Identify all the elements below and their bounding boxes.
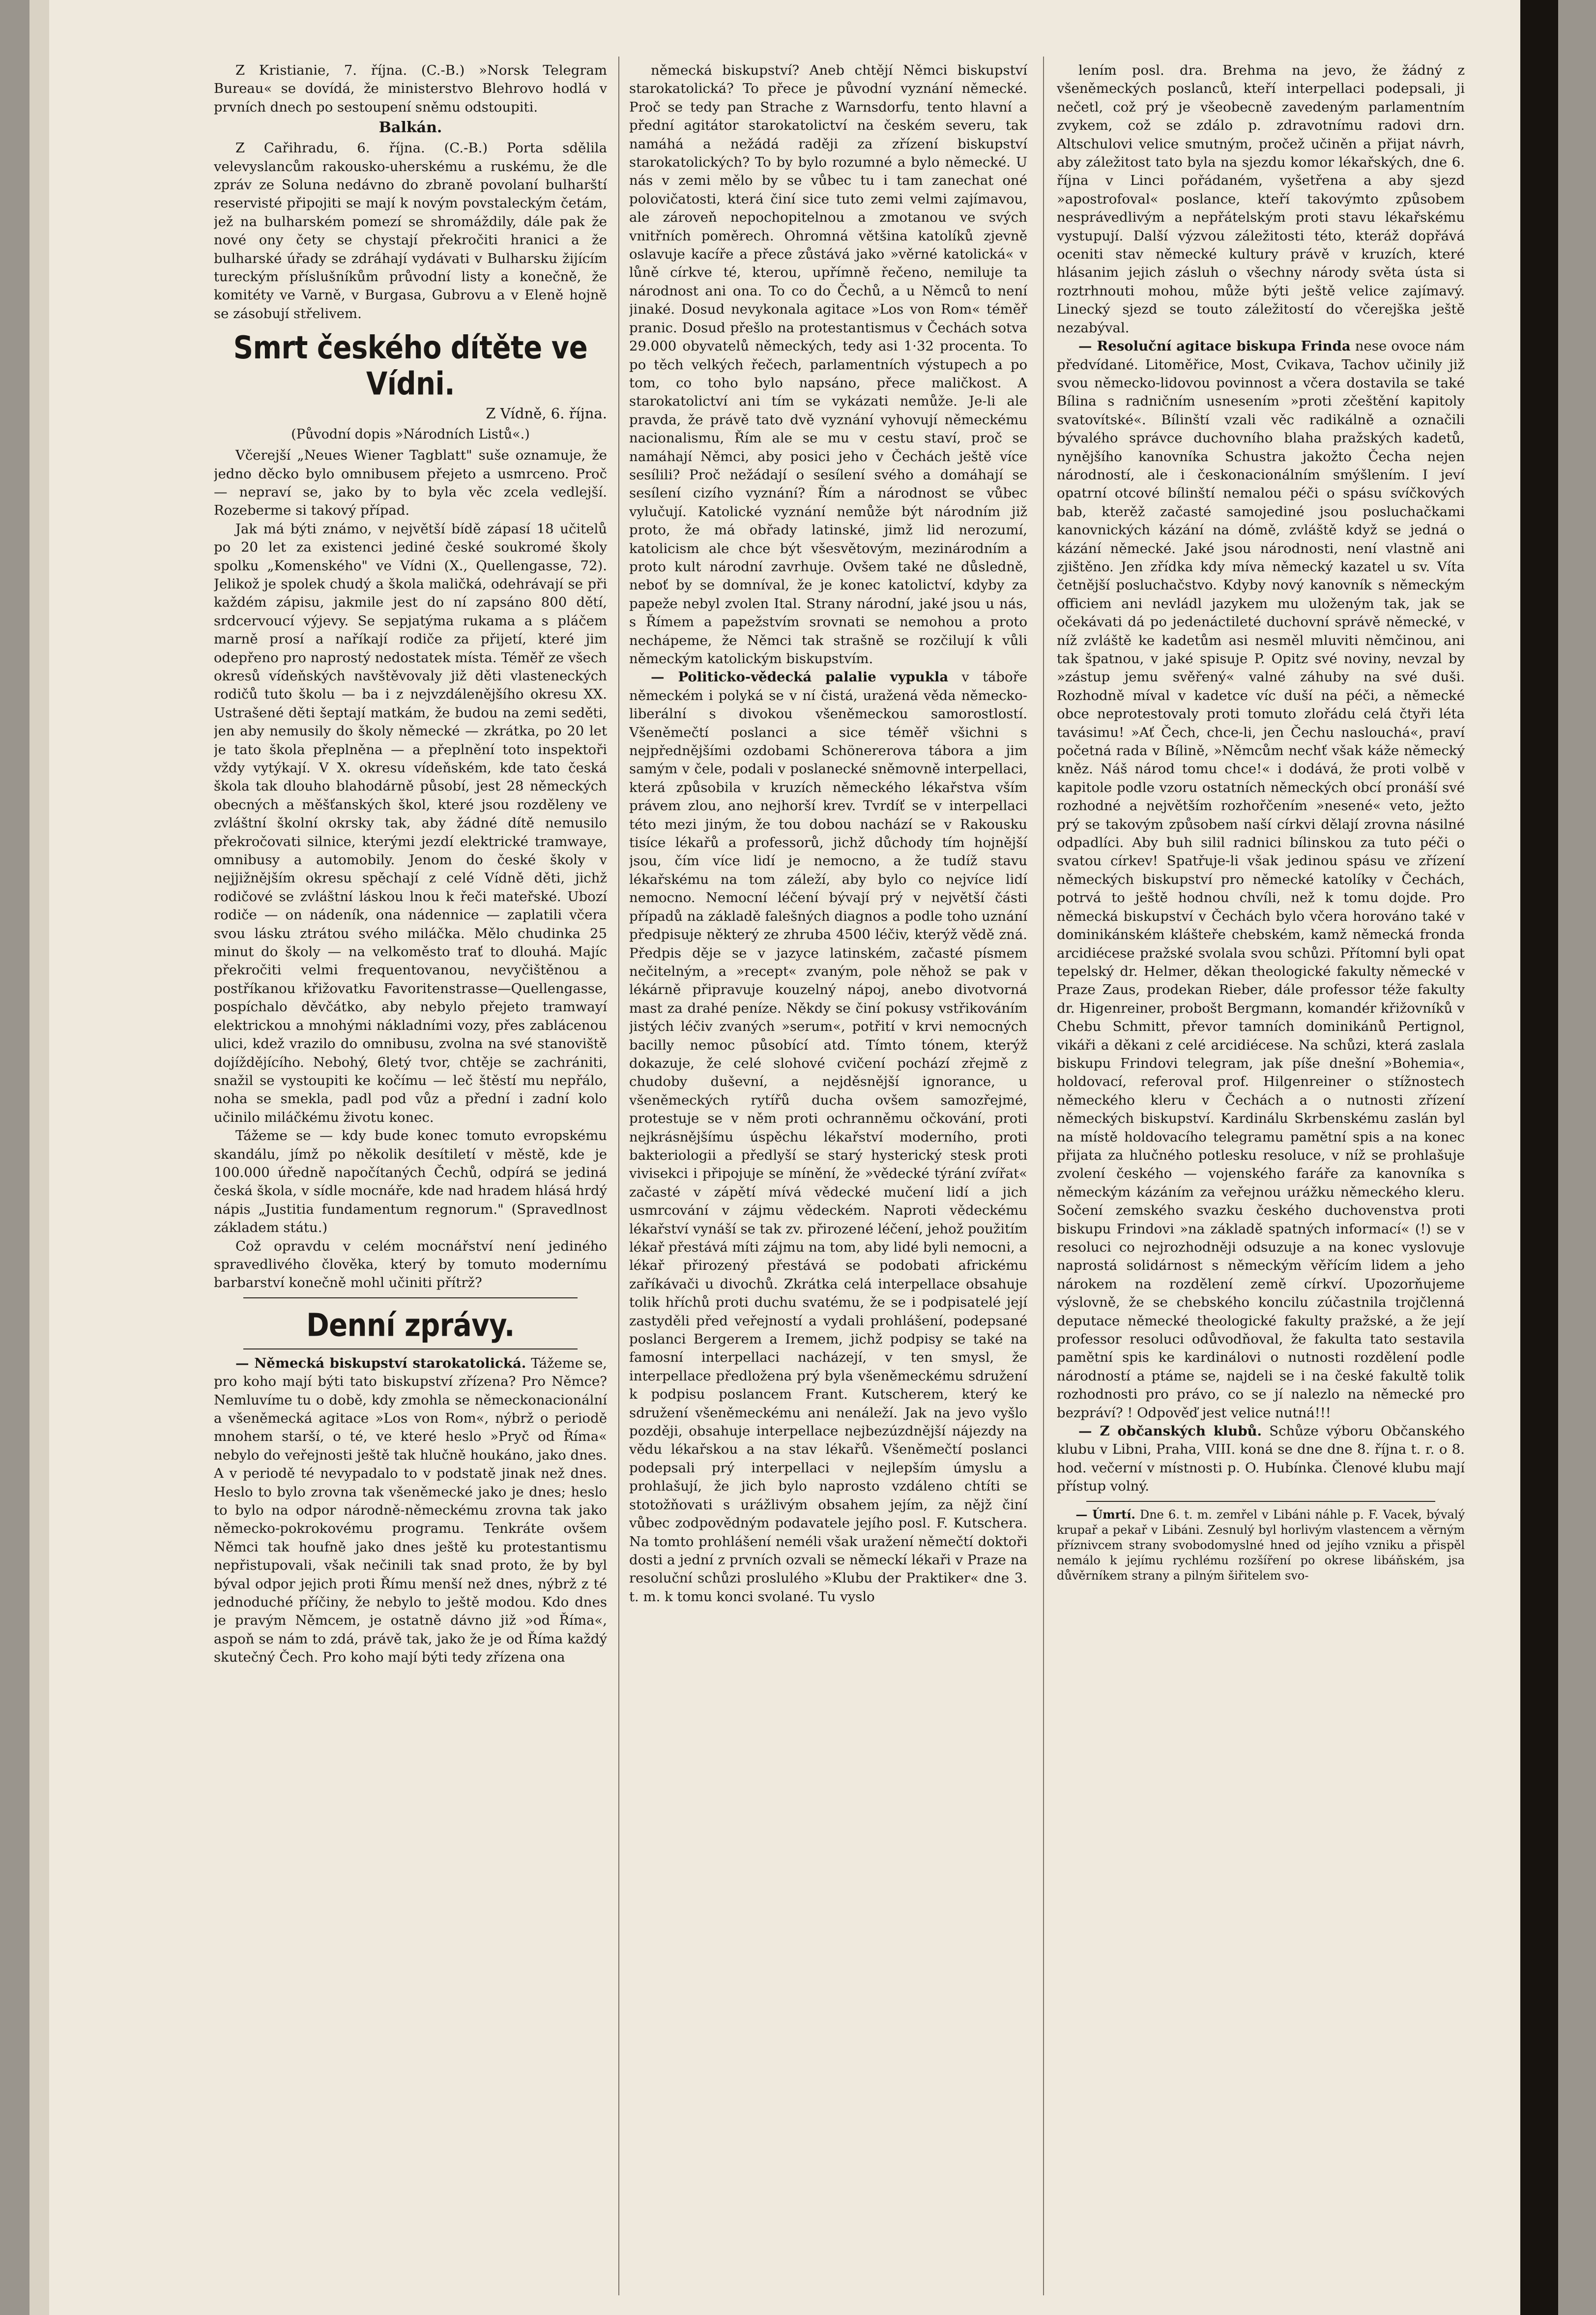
news-item-body: v táboře německém i polyká se v ní čistá, uražená věda německo-liberální s divokou všeněmeckou samorostlostí. Všeněmečtí poslanci a sice téměř všichni s nejpřednějšími ozdobami Schönererova tábora a jim samým v čele, podali v poslanecké sněmovně interpellaci, která způsobila v kruzích německého lékařstva vším právem zlou, ano nejhorší krev. Tvrdíť se v interpellaci této mezi jiným, že tou dobou nachází se v Rakousku tisíce lékařů a professorů, jichž důchody tím hojnější jsou, čím více lidí je nemocno, a že tudíž stavu lékařskému na tom záleží, aby bylo co nejvíce lidí nemocno. Nemocní léčení bývají prý v největší části případů na základě falešných diagnos a podle toho uznání předpisuje některý ze zhruba 4500 léčiv, kterýž vědě zná. Předpis děje se v jazyce latinském, začasté písmem nečitelným, a »recept« zvaným, pole něhož se pak v lékárně připravuje kouzelný nápoj, anebo divotvorná mast za drahé peníze. Někdy se činí pokusy vstřikováním jistých léčiv zvaných »serum«, potřití v krvi nemocných bacilly nemoc působící atd. Tímto tónem, kterýž dokazuje, že celé slohové cvičení pochází zřejmě z chudoby duševní, a nejděsnější ignorance, u všeněmeckých rytířů ducha ovšem samozřejmé, protestuje se v něm proti ochranněmu očkování, proti nejkrásnějšímu úspěchu lékařství moderního, proti bakteriologii a předlyší se starý hysterický stesk proti vivisekci i připojuje se mínění, že »vědecké týrání zvířat« začasté v zápětí mívá vědecké mučení lidí a jich usmrcování v zájmu vědeckém. Naproti vědeckému lékařství vynáší se tak zv. přirozené léčení, jehož použitím lékař přestává míti zájmu na tom, aby lidé byli nemocni, a lékař přirozený přestává se podobati africkému zaříkávači u divochů. Zkrátka celá interpellace obsahuje tolik hříchů proti duchu svatému, že se i podpisatelé její zastyděli před veřejností a vydali prohlášení, podepsané poslanci Bergerem a Iremem, jichž podpisy se také na famosní interpellaci nacházejí, v ten smysl, že interpellace předložena prý byla všeněmeckému sdružení k podpisu poslancem Frant. Kutscherem, který ke sdružení všeněmeckému ani nenáleží. Jak na jevo vyšlo později, obsahuje interpellace nejbezúzdnější nájezdy na vědu lékařskou a na stav lékařů. Všeněmečtí poslanci podepsali prý interpellaci v nejlepším úmyslu a prohlašují, že jich bylo naprosto vzdáleno chtíti se stotožňovati s urážlivým obsahem jejím, za nějž činí vůbec zodpovědným podavatele jejího posl. F. Kutschera. Na tomto prohlášení neméli však uražení němečtí doktoři dosti a jední z prvních ozvali se německí lékaři v Praze na resoluční schůzi proslulého »Klubu der Praktiker« dne 3. t. m. k tomu konci svolané. Tu vyslo [629, 669, 1027, 1605]
news-item-body: nese ovoce nám předvídané. Litoměřice, Most, Cvikava, Tachov učinily již svou německo-lidovou povinnost a včera dostavila se také Bílina s radničním usnesením »proti zčeštění kapitoly svatovítské«. Bílinští vzali věc radikálně a označili bývalého správce duchovního blaha pražských kadetů, nynějšího kanovníka Schustra jakožto Čecha nejen národností, ale i českonacionálním smýšlením. I jeví opatrní otcové bílinští nemalou péči o spásu svíčkových bab, kterěž začasté samojediné jsou posluchačkami kanovnických kázání na dómě, zvláště když se jedná o kázání německé. Jaké jsou národnosti, není vlastně ani zjištěno. Jen zřídka kdy míva německý kazatel u sv. Víta četnější posluchačstvo. Kdyby nový kanovník s německým officiem ani nevládl jazykem mu uloženým tak, jak se očekávati dá po jedenáctileté duchovní správě německé, v níž zvláště ke kadetům asi nesměl mluviti němčinou, ani tak špatnou, v jaké spisuje P. Opitz své noviny, nevzal by »zástup jemu svěřený« valné záhuby na své duši. Rozhodně míval v kadetce víc duší na péči, a německé obce neprotestovaly proti tomuto zlořádu celá čtyři léta tavásimu! »Ať Čech, chce-li, jen Čechu naslouchá«, praví početná rada v Bílině, »Němcům nechť však káže německý kněz. Náš národ tomu chce!« i dodává, že proti volbě v kapitole podle vzoru ostatních německých obcí pronáší své rozhodné a největším rozhořčením »nesené« veto, ježto prý se takovým způsobem naší církvi dělají zrovna násilné odpadlíci. Aby buh silil radnici bílinskou za tuto péči o svatou církev! Spatřuje-li však jedinou spásu ve zřízení německých biskupství pro německé katolíky v Čechách, potrvá to ještě hodnou chvíli, než k tomu dojde. Pro německá biskupství v Čechách bylo včera horováno také v dominikánském klášteře chebském, kamž německá fronda arcidiécese pražské svolala svou schůzi. Přítomní byli opat tepelský dr. Helmer, děkan theologické fakulty německé v Praze Zaus, prodekan Rieber, dále professor téže fakulty dr. Higenreiner, probošt Bergmann, komandér křižovníků v Chebu Schmitt, převor tamních dominikánů Pertignol, vikáři a děkani z celé arcidiécese. Na schůzi, která zaslala biskupu Frindovi telegram, jak píše dnešní »Bohemia«, holdovací, referoval prof. Hilgenreiner o stížnostech německého kleru v Čechách a o nutnosti zřízení německých biskupství. Kardinálu Skrbenskému zaslán byl na místě holdovacího telegramu pamětní spis a na konec přijata za hlučného potlesku resoluce, v níž se prohlašuje zvolení českého — vojenského faráře za kanovníka s německým kázáním za veřejnou urážku německého kleru. Sočení zemského svazku českého duchovenstva proti biskupu Frindovi »na základě spatných informací« (!) se v resoluci co nejrozhodněji odsuzuje a na konec vyslovuje naprostá solidárnost s německým věřícím lidem a jeho nárokem na rozdělení země církví. Upozorňujeme výslovně, že se chebského koncilu zúčastnila trojčlenná deputace německé theologické fakulty pražské, a že její professor resoluci odůvodňoval, že fakulta tato sestavila pamětní spis ke kardinálovi o nutnosti rozdělení podle národností a ptáme se, najdeli se i na české fakultě tolik rozhodnosti pro právo, co se jí nalezlo na německé pro bezpráví? ! Odpověď jest velice nutná!!! [1057, 338, 1465, 1421]
news-item [1057, 1422, 1465, 1496]
news-item-lead: — Německá biskupství starokatolická. [235, 1355, 526, 1371]
article-paragraph: Jak má býti známo, v největší bídě zápasí 18 učitelů po 20 let za existenci jediné české soukromé školy spolku „Komenského" ve Vídni (X., Quellengasse, 72). Jelikož je spolek chudý a škola maličká, odehrávají se při každém zápisu, jakmile jest do ní zapsáno 800 dětí, srdcervoucí výjevy. Se sepjatýma rukama a s pláčem marně prosí a naříkají rodiče za přijetí, které jim odepřeno pro naprostý nedostatek místa. Téměř ze všech okresů vídeňských navštěvovaly již děti vlasteneckých rodičů tuto školu — ba i z nejvzdálenějšího okresu XX. Ustrašené děti šeptají matkám, že budou na zemi seděti, jen aby nemusily do školy německé — zkrátka, po 20 let je tato škola přeplněna — a přeplnění toto inspektoři vždy vytýkají. V X. okresu vídeňském, kde tato česká škola tak dlouho blahodárně působí, jest 28 německých obecných a měšťanských škol, které jsou rozděleny ve zvláštní školní okrsky tak, aby žádné dítě nemusilo překročovati silnice, kterými jezdí elektrické tramwaye, omnibusy a automobily. Jenom do české školy v nejjižnějším okresu spěchají z celé Vídně děti, jichž rodičové se zvláštní láskou lnou k řeči mateřské. Ubozí rodiče — on nádeník, ona nádennice — zaplatili včera svou lásku ztrátou svého miláčka. Mělo chudinka 25 minut do školy — na velkoměsto trať to dlouhá. Majíc překročiti velmi frequentovanou, nevyčištěnou a postříkanou křižovatku Favoritenstrasse—Quellengasse, pospíchalo děvčátko, aby nebylo přejeto tramwayí elektrickou a mnohými nákladními vozy, přes zablácenou ulici, kdež vrazilo do omnibusu, zvolna na své stanoviště dojíždějícího. Nebohý, 6letý tvor, chtěje se zachrániti, snažil se vystoupiti ke kočímu — leč štěstí mu nepřálo, noha se smekla, padl pod vůz a přední i zadní kolo učinilo miláčkému životu konec. [214, 521, 607, 1125]
news-item [214, 1354, 607, 1667]
paragraph-kristiania: Z Kristianie, 7. října. (C.-B.) »Norsk Telegram Bureau« se dovídá, že ministerstvo Blehrovo hodlá v prvních dnech po sestoupení sněmu odstoupiti. [214, 62, 607, 115]
source-note: (Původní dopis »Národních Listů«.) [291, 426, 530, 442]
article-paragraph: německá biskupství? Aneb chtějí Němci biskupství starokatolická? To přece je původní vyznání německé. Proč se tedy pan Strache z Warnsdorfu, tento hlavní a přední agitátor starokatolictví na českém severu, tak namáhá a nežádá raději za zřízení biskupství starokatolických? To by bylo rozumné a bylo německé. U nás v zemi mělo by se vůbec tu i tam zanechat oné polovičatosti, která činí sice tuto zemi velmi zajímavou, ale zároveň nepochopitelnou a zmotanou ve svých vnitřních poměrech. Ohromná většina katolíků zjevně oslavuje kacíře a přece zůstává jako »věrné katolická« v lůně církve té, kterou, upřímně řečeno, nemiluje ta národnost ani ona. To co do Čechů, a u Němců to není jinaké. Dosud nevykonala agitace »Los von Rom« téměř pranic. Dosud přešlo na protestantismus v Čechách sotva 29.000 obyvatelů německých, tedy asi 1·32 procenta. To po těch velkých řečech, parlamentních výstupech a po tom, co toho bylo napsáno, přece maličkost. A starokatolictví ani tím se vykázati nemůže. Je-li ale pravda, že právě tato dvě vyznání vyhovují německému nacionalismu, Řím ale se mu v cestu staví, proč se namáhají Němci, aby posici jeho v Čechách ještě více sesílili? Proč nežádají o sesílení svého a domáhají se sesílení cizího vyznání? Řím a národnost se vůbec vylučují. Katolické vyznání nemůže být národním již proto, že má obřady latinské, jimž lid nerozumí, katolicism ale chce být všesvětovým, mezinárodním a proto kult národní zavrhuje. Ovšem také ne důsledně, neboť by se domníval, že je konec katolictví, kdyby za papeže nebyl zvolen Ital. Strany národní, jaké jsou u nás, s Římem a papežstvím srovnati se nemohou a proto nechápeme, že Němci tak strašně se rozčilují k vůli německým katolickým biskupstvím. [629, 62, 1027, 667]
newspaper-page [29, 0, 1558, 2315]
section-heading-balkan: Balkán. [378, 119, 442, 137]
news-item-body: Schůze výboru Občanského klubu v Libni, Praha, VIII. koná se dne dne 8. října t. r. o 8. hod. večerní v místnosti p. O. Hubínka. Členové klubu mají přístup volný. [1057, 1423, 1465, 1494]
news-item [1057, 337, 1465, 1422]
news-item-body: Tážeme se, pro koho mají býti tato biskupství zřízena? Pro Němce? Nemluvíme tu o době, kdy zmohla se německonacionální a všeněmecká agitace »Los von Rom«, nýbrž o periodě mnohem starší, o té, ve které heslo »Pryč od Říma« nebylo do veřejnosti ještě tak hlučně houkáno, jako dnes. A v periodě té nevypadalo to v podstatě jinak než dnes. Heslo to bylo zrovna tak všeněmecké jako je dnes; heslo to bylo na odpor národně-německému zrovna tak jako německo-pokrokovému programu. Tenkráte ovšem Němci tak houfně jako dnes ještě ku protestantismu nepřistupovali, však nečinili tak snad proto, že by byl býval odpor jejich proti Římu menší než dnes, nýbrž z té jednoduché příčiny, že nebylo to ještě modou. Kdo dnes je pravým Němcem, je ostatně dávno již »od Říma«, aspoň se nám to zdá, právě tak, jako že je od Říma každý skutečný Čech. Pro koho mají býti tedy zřízena ona [214, 1355, 607, 1666]
news-item-lead: — Resoluční agitace biskupa Frinda [1078, 338, 1351, 354]
news-item-lead: — Politicko-vědecká palalie vypukla [651, 669, 949, 685]
column-2 [629, 61, 1027, 2295]
news-item-lead: — Úmrtí. [1075, 1507, 1135, 1522]
column-rule [618, 57, 619, 2295]
divider [243, 1348, 578, 1349]
news-item-body: Dne 6. t. m. zemřel v Libáni náhle p. F. Vacek, bývalý krupař a pekař v Libáni. Zesnulý byl horlivým vlastencem a věrným příznivcem strany svobodomyslné hned od jejího vzniku a přispěl nemálo k jejímu rychlému rozšíření po okrese libáňském, jsa důvěrníkem strany a pilným šiřitelem svo- [1057, 1507, 1465, 1582]
column-1 [214, 61, 607, 2295]
divider [243, 1297, 578, 1298]
headline-smrt: Smrt českého dítěte ve Vídni. [233, 329, 588, 403]
article-paragraph: Včerejší „Neues Wiener Tagblatt" suše oznamuje, že jedno děcko bylo omnibusem přejeto a usmrceno. Proč — nepraví se, jako by to byla věc zcela vedlejší. Rozeberme si takový případ. [214, 447, 607, 519]
dateline: Z Vídně, 6. října. [486, 405, 607, 422]
headline-denni-zpravy: Denní zprávy. [306, 1307, 515, 1344]
page-shadow [29, 0, 49, 2315]
article-paragraph: lením posl. dra. Brehma na jevo, že žádný z všeněmeckých poslanců, kteří interpellaci podepsali, ji nečetl, což prý je všeobecně zavedeným parlamentním zvykem, což se zdálo p. zdravotnímu radovi drn. Altschulovi velice smutným, pročež učiněn a přijat návrh, aby záležitost tato byla na sjezdu komor lékařských, dne 6. října v Linci pořádaném, vyšetřena a aby sjezd »apostrofoval« poslance, kteří takovýmto způsobem nesprávedlivým a nepřátelským proti stavu lékařskému vystupují. Další výzvou záležitosti této, kteráž dopřává oceniti stav německé kultury právě v kruzích, které hlásanim jejich zásluh o všechny národy světa ústa si roztrhnouti mohou, může býti ještě velice zajímavý. Linecký sjezd se touto záležitostí do včerejška ještě nezabýval. [1057, 62, 1465, 336]
column-3 [1057, 61, 1465, 2295]
article-paragraph: Což opravdu v celém mocnářství není jediného spravedlivého člověka, který by tomuto modernímu barbarství konečně mohl učiniti přítrž? [214, 1238, 607, 1291]
divider [1086, 1501, 1435, 1502]
news-item-lead: — Z občanských klubů. [1078, 1423, 1262, 1439]
scan-edge [1520, 0, 1558, 2315]
column-rule [1043, 57, 1044, 2295]
paragraph-carihrad: Z Cařihradu, 6. října. (C.-B.) Porta sdělila velevyslancům rakousko-uherskému a ruskému, že dle zpráv ze Soluna nedávno do zbraně povolaní bulharští reservisté připojiti se mají k novým povstaleckým četám, jež na bulharském pomezí se shromáždily, dále pak že nové ony čety se chystají překročiti hranici a že bulharské úřady se zdráhají vydávati v Bulharsku žijícím tureckým příslušníkům průvodní listy a konečně, že komitéty ve Varně, v Burgasa, Gubrovu a v Eleně hojně se zásobují střelivem. [214, 140, 607, 322]
news-item [1057, 1507, 1465, 1583]
article-paragraph: Tážeme se — kdy bude konec tomuto evropskému skandálu, jímž po několik desítiletí v městě, kde je 100.000 úředně napočítaných Čechů, odpírá se jediná česká škola, v sídle mocnáře, kde nad hradem hlásá hrdý nápis „Justitia fundamentum regnorum." (Spravedlnost základem státu.) [214, 1128, 607, 1236]
news-item [629, 668, 1027, 1606]
